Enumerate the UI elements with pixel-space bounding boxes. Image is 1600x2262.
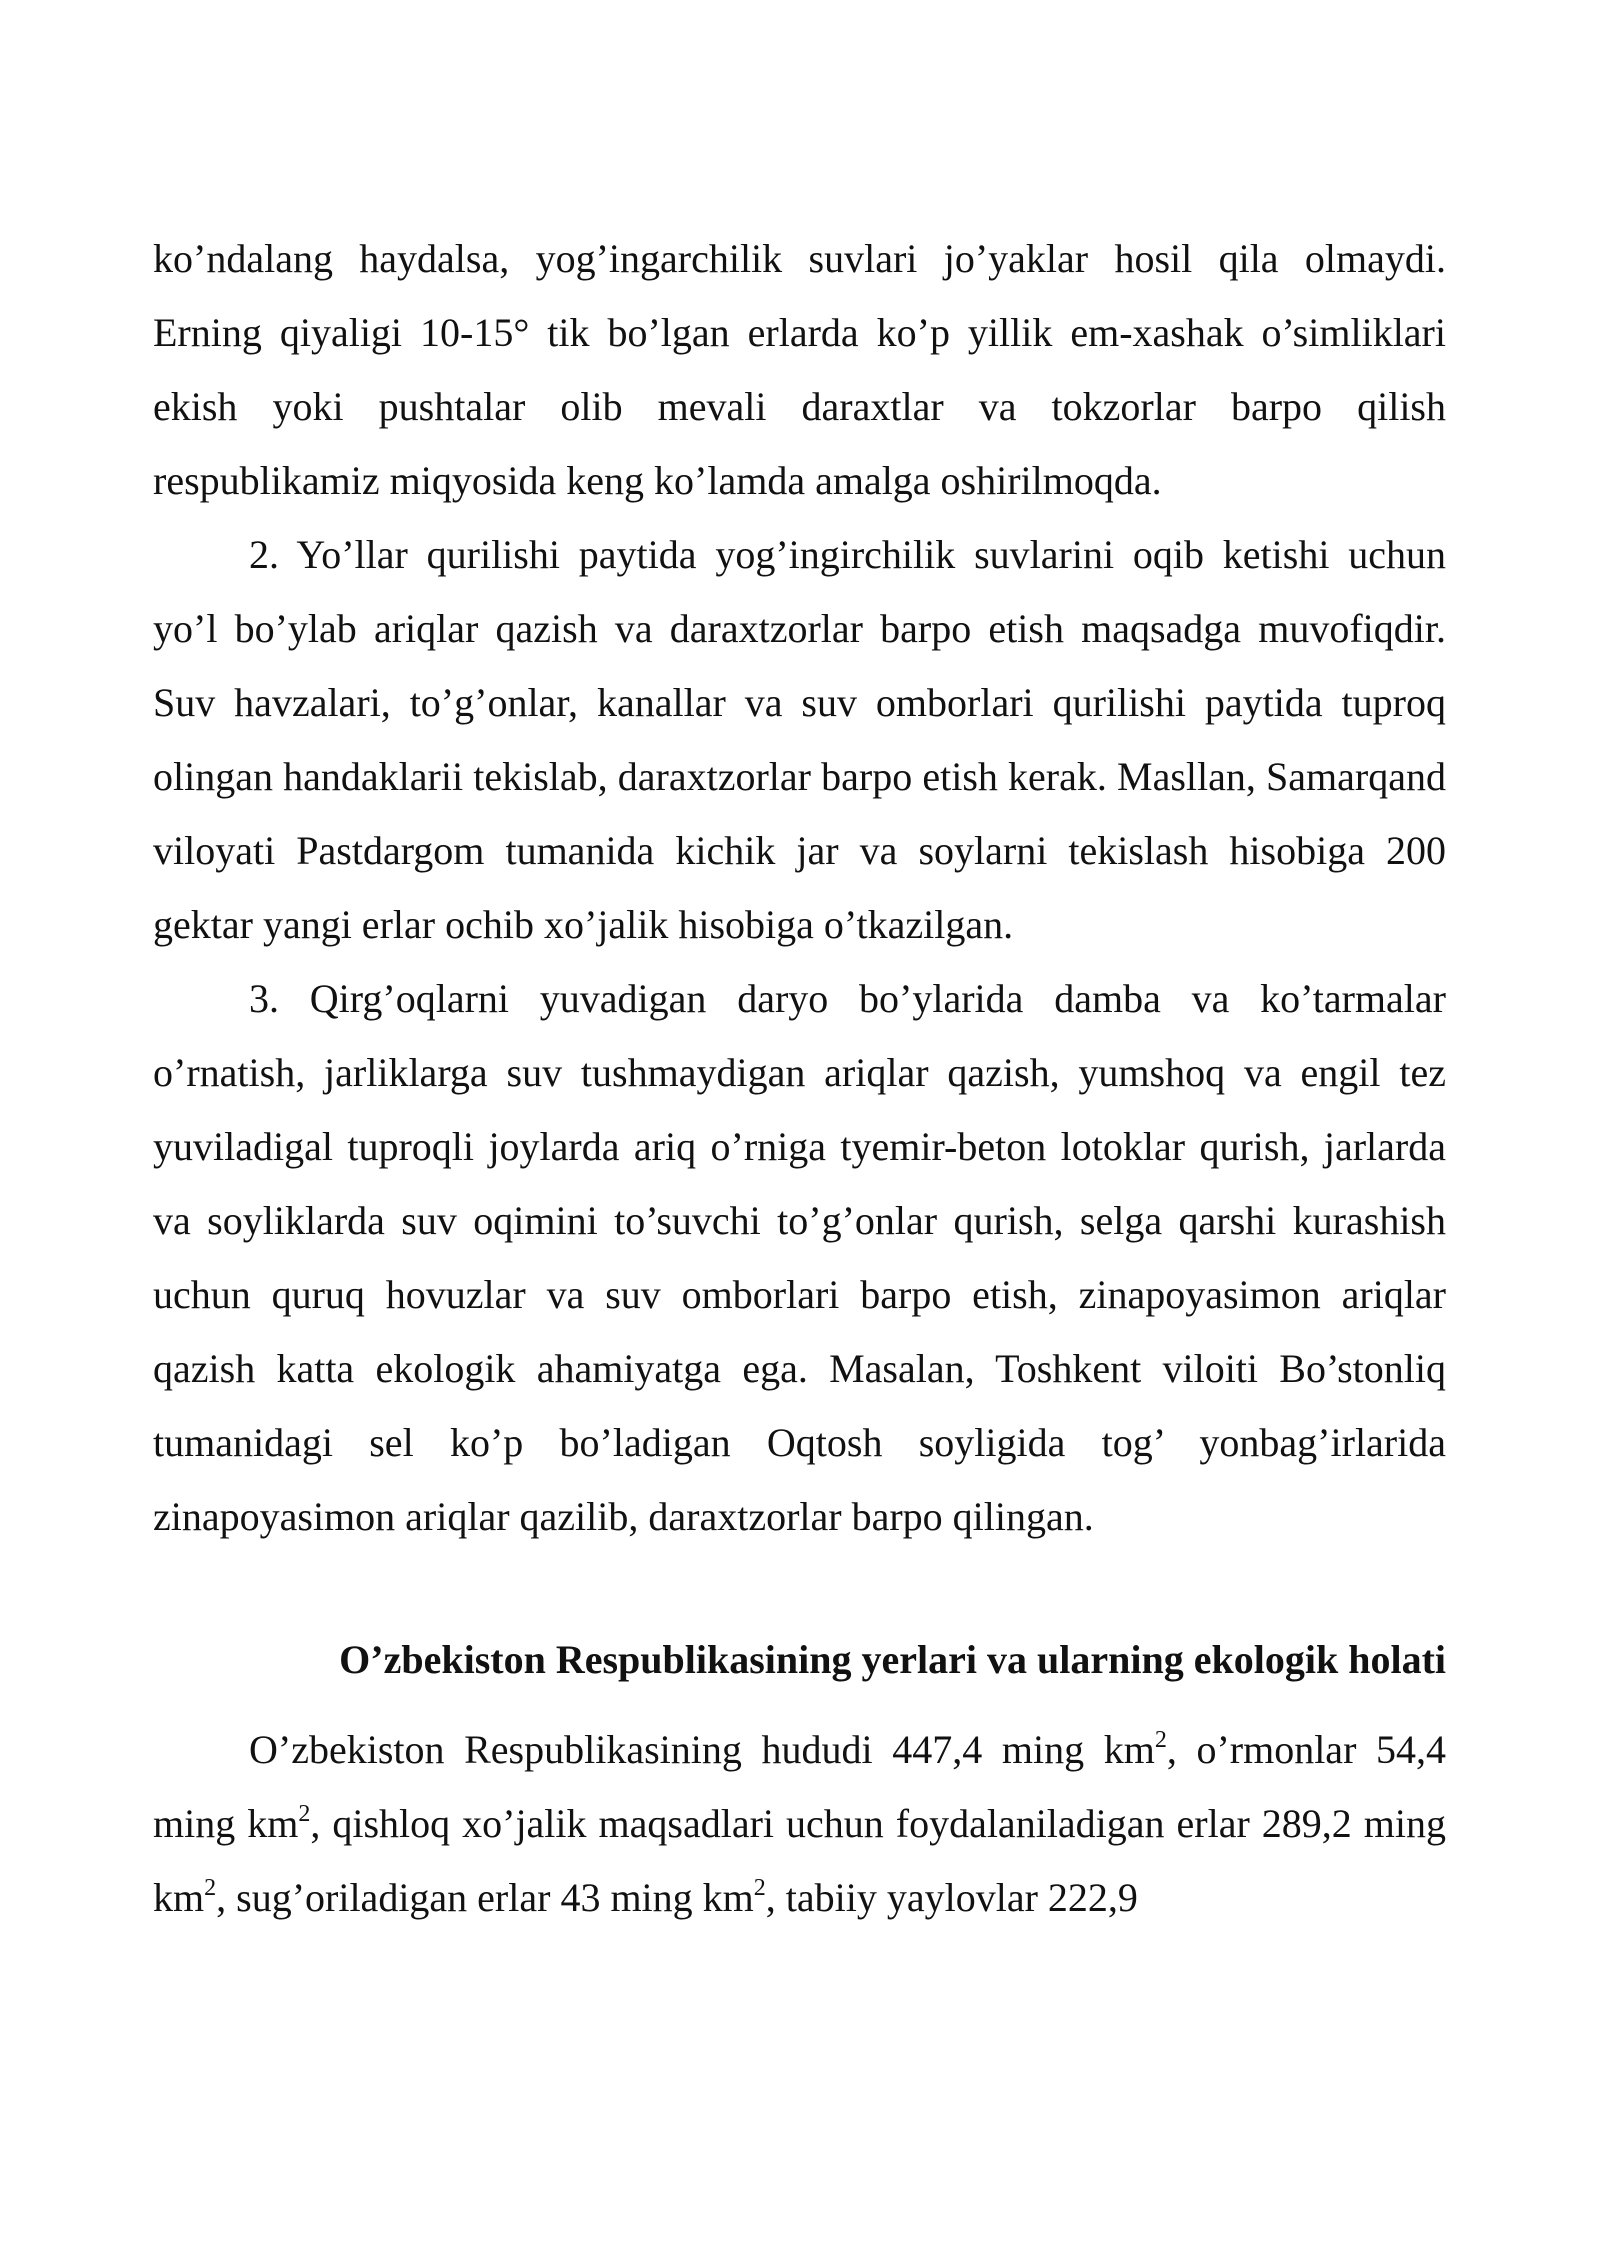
text-run: , tabiiy yaylovlar 222,9 (765, 1875, 1138, 1920)
superscript: 2 (298, 1800, 311, 1827)
paragraph-land-statistics (153, 1713, 1446, 1935)
paragraph-item-3: 3. Qirg’oqlarni yuvadigan daryo bo’ylarida damba va ko’tarmalar o’rnatish, jarliklarga suv tushmaydigan ariqlar qazish, yumshoq va engil tez yuviladigal tuproqli joylarda ariq o’rniga tyemir-beton lotoklar qurish, jarlarda va soyliklarda suv oqimini to’suvchi to’g’onlar qurish, selga qarshi kurashish uchun quruq hovuzlar va suv omborlari barpo etish, zinapoyasimon ariqlar qazish katta ekologik ahamiyatga ega. Masalan, Toshkent viloiti Bo’stonliq tumanidagi sel ko’p bo’ladigan Oqtosh soyligida tog’ yonbag’irlarida zinapoyasimon ariqlar qazilib, daraxtzorlar barpo qilingan. (153, 976, 1446, 1539)
superscript: 2 (753, 1874, 766, 1901)
paragraph-item-2: 2. Yo’llar qurilishi paytida yog’ingirchilik suvlarini oqib ketishi uchun yo’l bo’ylab ariqlar qazish va daraxtzorlar barpo etish maqsadga muvofiqdir. Suv havzalari, to’g’onlar, kanallar va suv omborlari qurilishi paytida tuproq olingan handaklarii tekislab, daraxtzorlar barpo etish kerak. Masllan, Samarqand viloyati Pastdargom tumanida kichik jar va soylarni tekislash hisobiga 200 gektar yangi erlar ochib xo’jalik hisobiga o’tkazilgan. (153, 532, 1446, 947)
paragraph-continuation: ko’ndalang haydalsa, yog’ingarchilik suvlari jo’yaklar hosil qila olmaydi. Erning qiyaligi 10-15° tik bo’lgan erlarda ko’p yillik em-xashak o’simliklari ekish yoki pushtalar olib mevali daraxtlar va tokzorlar barpo qilish respublikamiz miqyosida keng ko’lamda amalga oshirilmoqda. (153, 236, 1446, 503)
text-run: , o’rmonlar 54,4 ming km (153, 1727, 1447, 1846)
text-run: , sug’oriladigan erlar 43 ming km (216, 1875, 754, 1920)
document-page (153, 222, 1446, 1935)
superscript: 2 (1154, 1726, 1167, 1753)
section-heading: O’zbekiston Respublikasining yerlari va ularning ekologik holati (339, 1637, 1446, 1682)
superscript: 2 (204, 1874, 217, 1901)
text-run: , qishloq xo’jalik maqsadlari uchun foydalaniladigan erlar 289,2 ming km (153, 1801, 1447, 1920)
text-run: O’zbekiston Respublikasining hududi 447,4 ming km (249, 1727, 1155, 1772)
